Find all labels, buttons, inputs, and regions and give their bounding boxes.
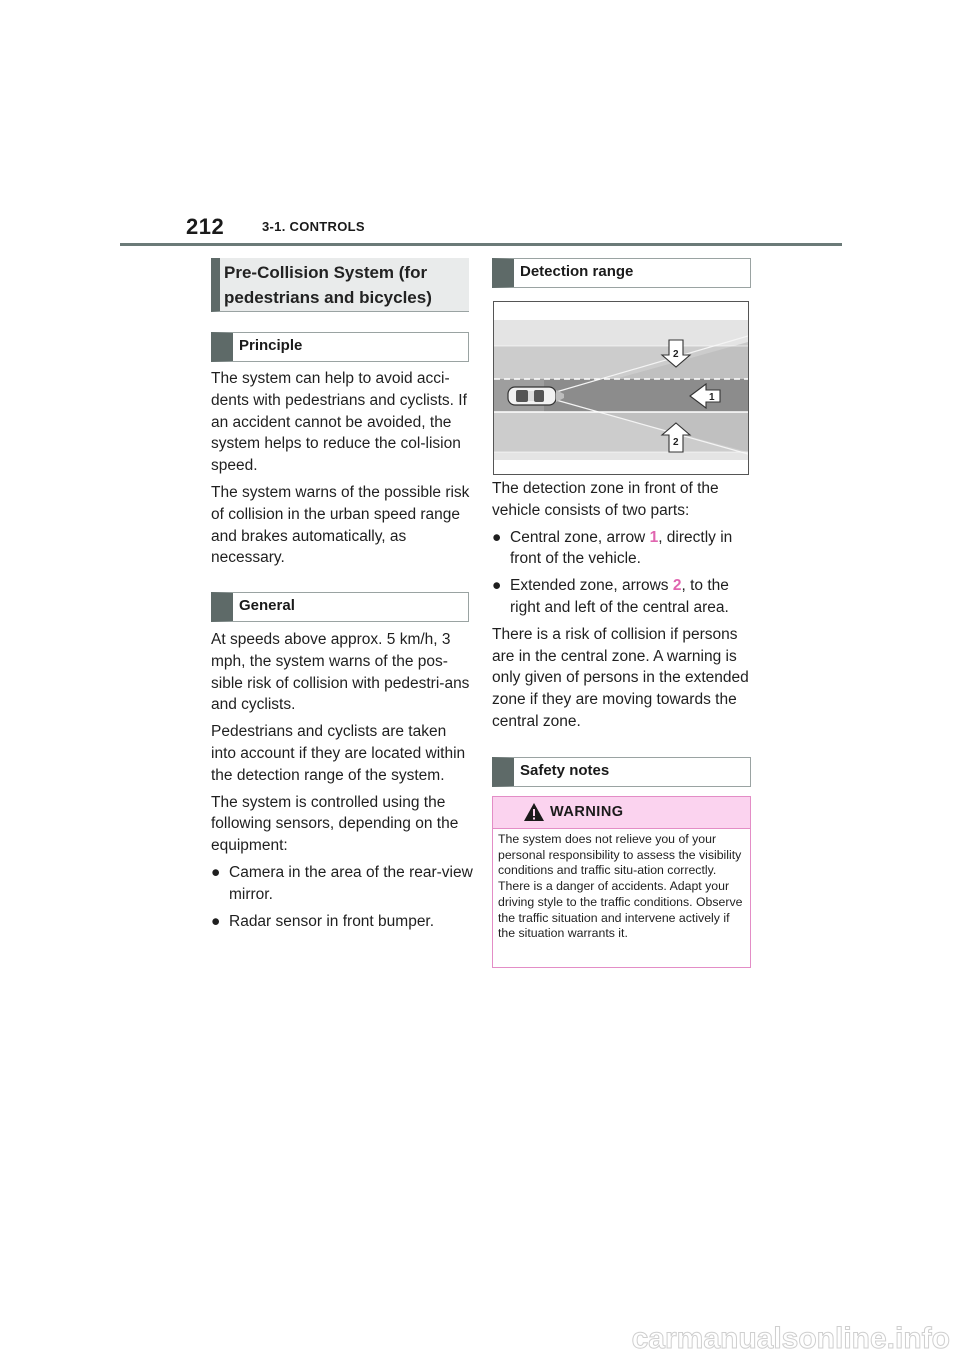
principle-heading: Principle [211, 332, 469, 362]
bullet-post: , directly in front of the vehicle. [510, 528, 733, 568]
bullet-dot: ● [211, 912, 221, 930]
detection-diagram [493, 301, 749, 475]
central-zone-bullet [492, 527, 754, 571]
page-number: 212 [186, 214, 225, 239]
warning-text: The system does not relieve you of your personal responsibility to assess the visibility conditions and traffic situ-ation correctly. There is a danger of accidents. Adapt your driving style to the traffic conditions. Observe the traffic situation and intervene actively if the situation warrants it. [498, 832, 743, 941]
detection-paragraph: There is a risk of collision if persons are in the central zone. A warning is only given of persons in the extended zone if they are moving towards the central zone. [492, 625, 749, 730]
warning-title: WARNING [550, 804, 624, 820]
principle-paragraph-1: The system can help to avoid acci-dents with pedestrians and cyclists. If an accident cannot be avoided, the system helps to reduce the col-lision speed. [211, 370, 467, 475]
general-heading: General [211, 592, 469, 622]
sensor-bullet-radar [211, 911, 473, 933]
principle-paragraph-2: The system warns of the possible risk of collision in the urban speed range and brakes automatically, as necessary. [211, 483, 470, 567]
arrow-extended-top-label: 2 [673, 349, 679, 360]
main-heading: Pre-Collision System (for pedestrians and bicycles) [211, 258, 469, 312]
bullet-pre: Central zone, arrow [510, 528, 650, 546]
arrow-central-label: 1 [709, 392, 715, 403]
warning-header [493, 797, 750, 829]
safety-heading: Safety notes [492, 757, 751, 787]
extended-zone-bullet [492, 575, 754, 619]
zone-number: 2 [672, 577, 682, 595]
bullet-dot: ● [492, 528, 502, 546]
zone-number: 1 [649, 528, 659, 546]
warning-triangle-icon [523, 802, 545, 822]
detection-heading: Detection range [492, 258, 751, 288]
general-body [211, 629, 473, 937]
warning-box [492, 796, 751, 968]
detection-body [492, 478, 754, 738]
bullet-pre: Extended zone, arrows [510, 577, 673, 595]
bullet-text: Camera in the area of the rear-view mirror. [229, 863, 473, 903]
detection-intro: The detection zone in front of the vehicle consists of two parts: [492, 480, 719, 519]
bullet-text: Radar sensor in front bumper. [229, 912, 435, 930]
section-label: 3-1. CONTROLS [262, 219, 365, 234]
bullet-dot: ● [492, 577, 502, 595]
general-paragraph-3: The system is controlled using the following sensors, depending on the equipment: [211, 793, 459, 855]
general-paragraph-1: At speeds above approx. 5 km/h, 3 mph, the system warns of the pos-sible risk of collision with pedestri-ans and cyclists. [211, 631, 470, 714]
detection-diagram-svg [494, 302, 748, 474]
sensor-bullet-camera [211, 862, 473, 906]
arrow-extended-bottom-label: 2 [673, 437, 679, 448]
header-rule [120, 243, 842, 246]
bullet-post: , to the right and left of the central area. [510, 577, 729, 616]
watermark-text: carmanualsonline.info [631, 1322, 950, 1355]
general-paragraph-2: Pedestrians and cyclists are taken into account if they are located within the detection range of the system. [211, 723, 466, 784]
bullet-dot: ● [211, 863, 221, 881]
principle-body [211, 368, 473, 574]
